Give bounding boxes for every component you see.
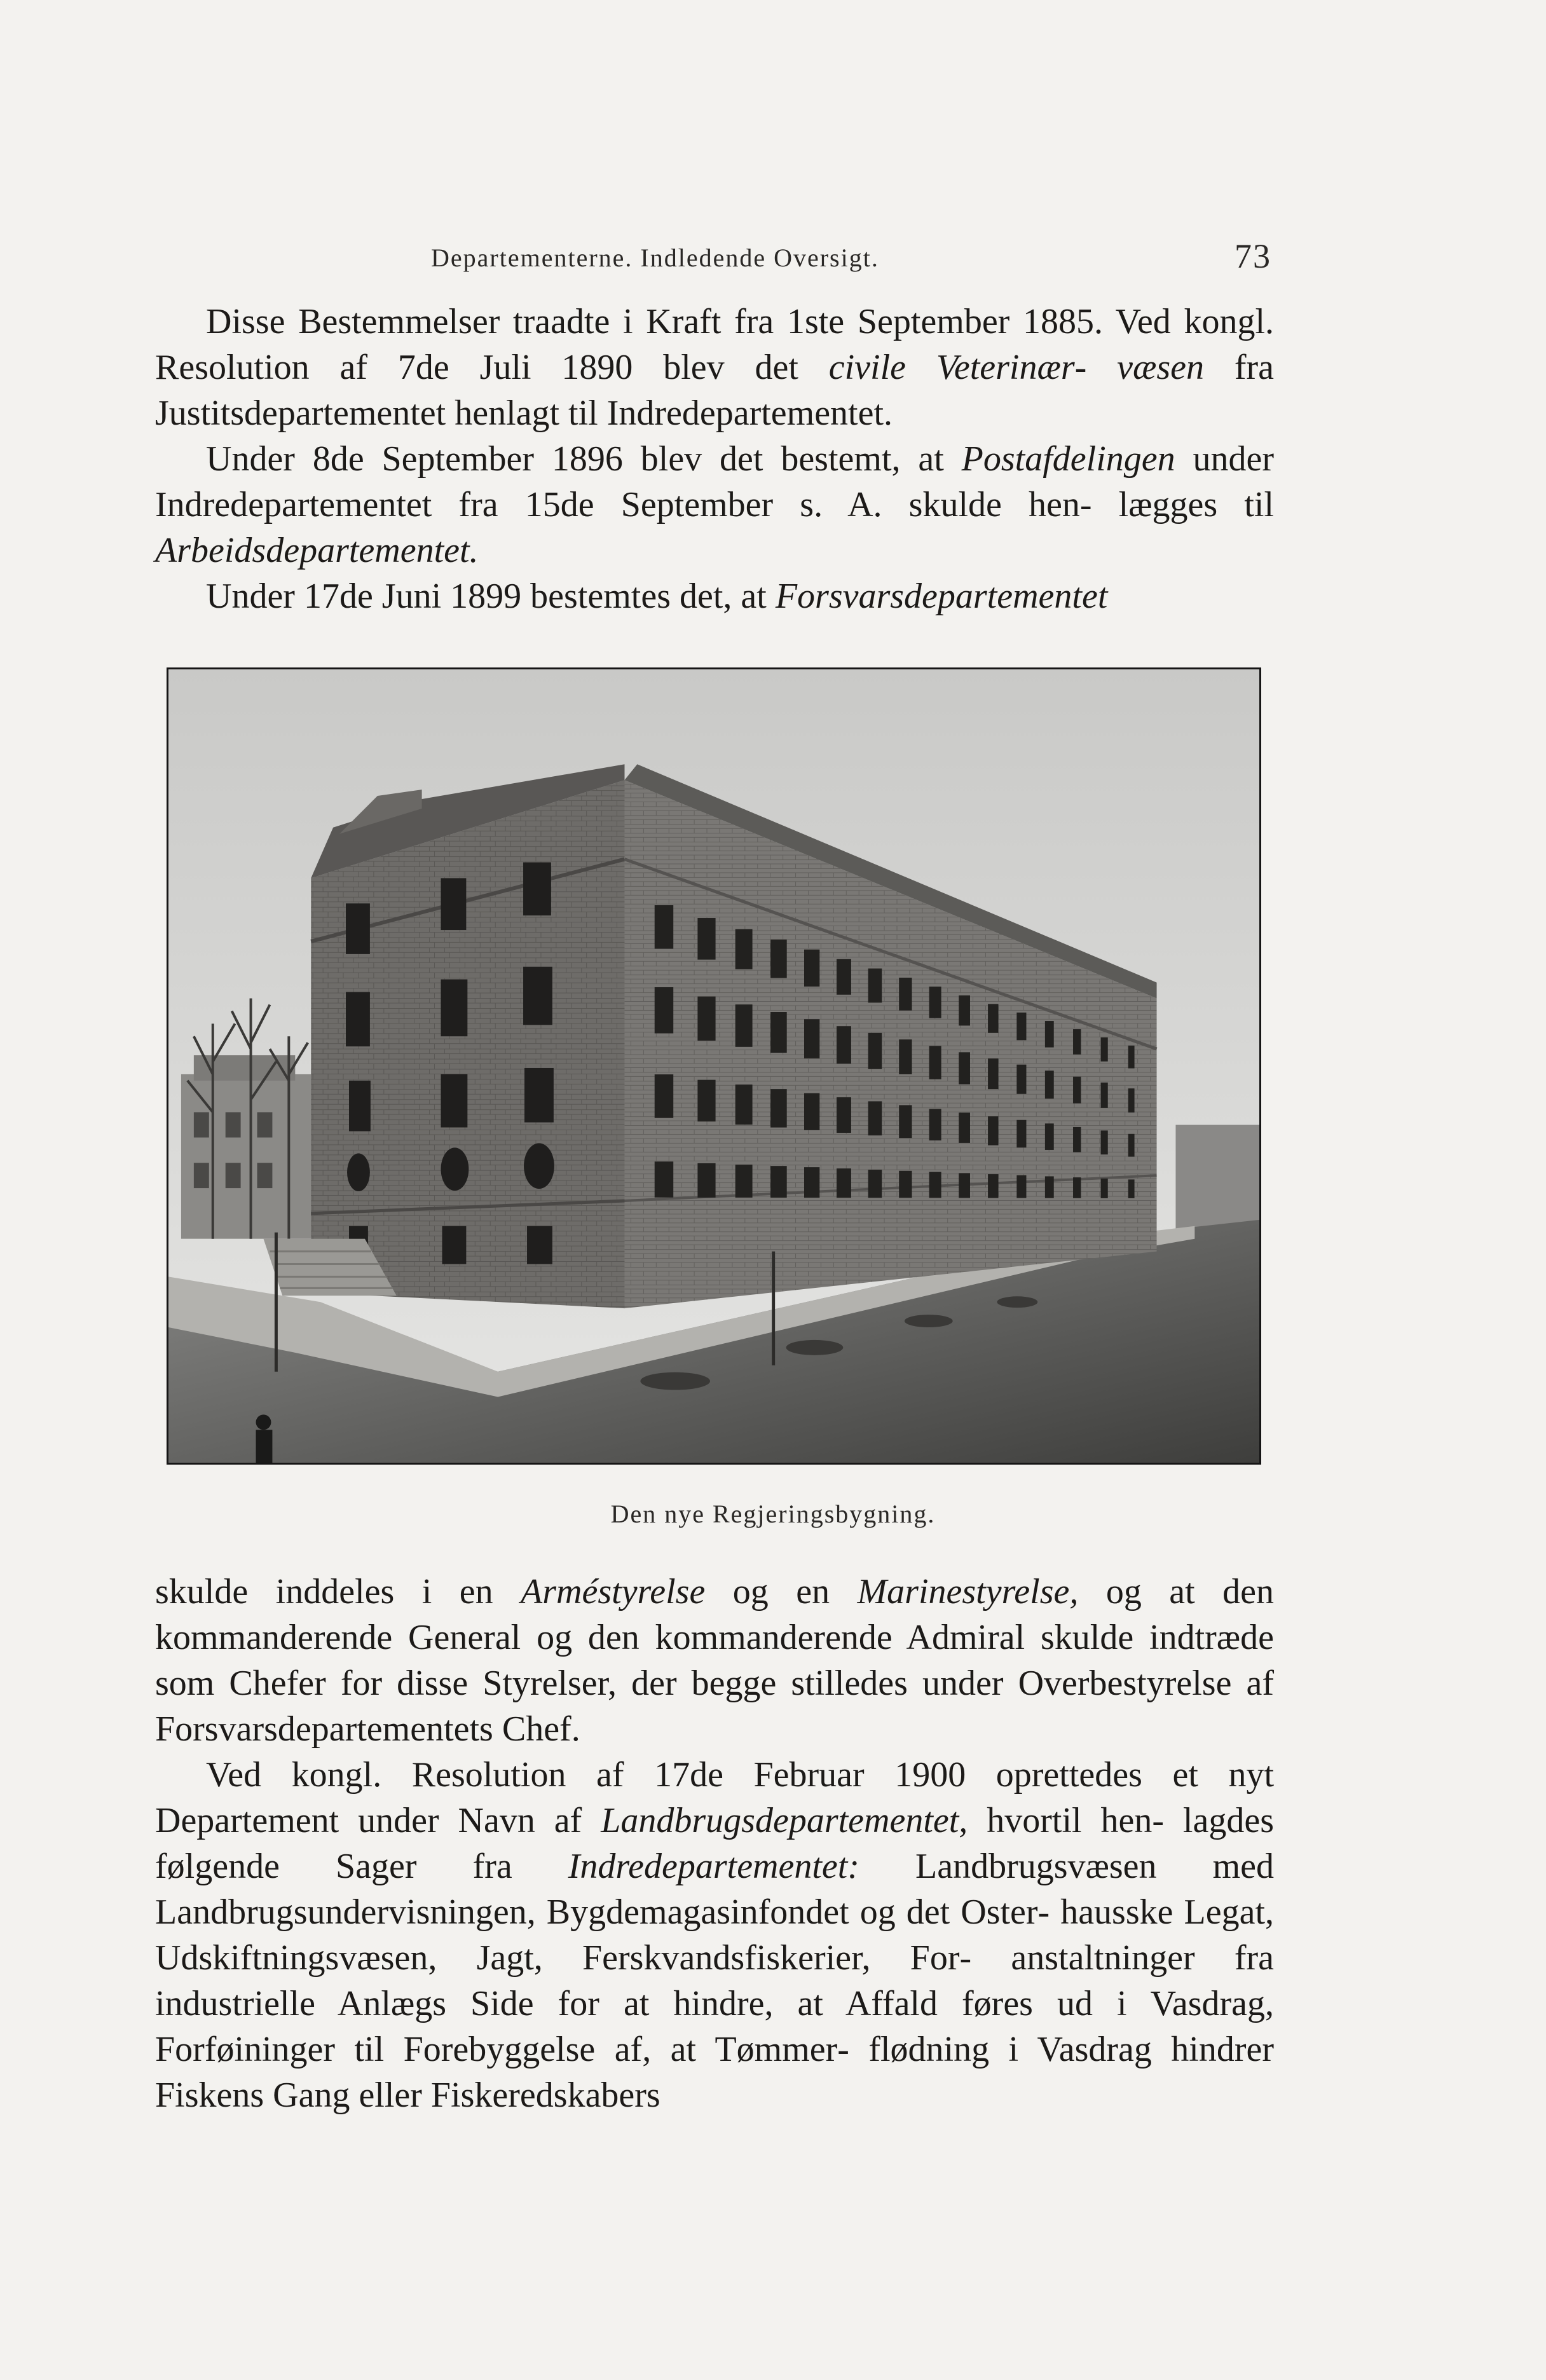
body-text-bottom xyxy=(155,1569,1274,2118)
italic-run: Landbrugsdepartementet, xyxy=(601,1801,968,1840)
running-head xyxy=(420,236,1271,281)
window xyxy=(1073,1127,1081,1152)
window xyxy=(1073,1077,1081,1104)
text-run: Landbrugsvæsen med Landbrugsundervisningen, Bygdemagasinfondet og det Oster‑ hausske Legat, Udskiftningsvæsen, Jagt, Ferskvandsfiskerier, For‑ anstaltninger fra industrielle Anlægs Side for at hindre, at Affald føres ud i Vasdrag, Forføininger til Forebyggelse af, at Tømmer‑ flødning i Vasdrag hindrer Fiskens Gang eller Fiskeredskabers xyxy=(155,1847,1275,2115)
window xyxy=(697,1080,715,1122)
window xyxy=(959,1052,970,1084)
paragraph xyxy=(155,1569,1274,1752)
text-run: under Indredepartementet fra 15de September s. A. skulde hen‑ lægges til xyxy=(155,439,1274,524)
window xyxy=(697,918,715,960)
text-run: skulde inddeles i en xyxy=(155,1572,521,1611)
window xyxy=(655,1074,673,1118)
window xyxy=(697,1163,715,1198)
window xyxy=(1016,1013,1026,1040)
window xyxy=(988,1174,998,1198)
window xyxy=(837,1168,851,1198)
window xyxy=(899,1039,912,1074)
italic-run: Indredepartementet: xyxy=(568,1847,859,1886)
window xyxy=(837,959,851,995)
window xyxy=(804,1093,819,1130)
text-run: fra Justitsdepartementet henlagt til Indredepartementet. xyxy=(155,348,1275,433)
window xyxy=(1128,1046,1135,1069)
window xyxy=(735,1004,753,1047)
window xyxy=(868,1101,882,1135)
text-run: og at den kommanderende General og den kommanderende Admiral skulde indtræde som Chefer for disse Styrelser, der begge stilledes under Overbestyrelse af Forsvarsdepartementets Chef. xyxy=(155,1572,1274,1749)
window xyxy=(1016,1175,1026,1198)
window xyxy=(1045,1021,1054,1048)
window xyxy=(1045,1176,1054,1198)
window xyxy=(1128,1088,1135,1112)
italic-run: Forsvarsdepartementet xyxy=(775,577,1108,616)
window xyxy=(899,1105,912,1139)
body-text-top xyxy=(155,299,1274,619)
window xyxy=(735,1165,753,1198)
page-number: 73 xyxy=(1235,237,1271,275)
window xyxy=(1128,1179,1135,1198)
window xyxy=(1101,1130,1108,1154)
window xyxy=(1073,1029,1081,1055)
window xyxy=(899,1171,912,1198)
running-title: Departementerne. Indledende Oversigt. xyxy=(431,243,879,272)
window xyxy=(929,1109,941,1140)
window xyxy=(1016,1120,1026,1147)
window xyxy=(655,905,673,949)
window xyxy=(959,995,970,1026)
window xyxy=(929,1046,941,1079)
window xyxy=(655,1161,673,1197)
italic-run: Postafdelingen xyxy=(961,439,1175,479)
text-run: Ved kongl. Resolution af 17de Februar 1900 oprettedes et nyt Departement under Navn af xyxy=(155,1755,1274,1840)
window xyxy=(655,987,673,1034)
window xyxy=(770,1166,787,1198)
italic-run: Marinestyrelse, xyxy=(857,1572,1079,1611)
paragraph xyxy=(155,436,1274,573)
window xyxy=(988,1058,998,1089)
window xyxy=(770,1012,787,1053)
window xyxy=(1016,1065,1026,1094)
window xyxy=(988,1004,998,1032)
window xyxy=(804,1167,819,1198)
window xyxy=(804,950,819,987)
text-run: og en xyxy=(705,1572,858,1611)
window xyxy=(697,997,715,1041)
building-illustration xyxy=(168,669,1259,1463)
window xyxy=(988,1116,998,1145)
window xyxy=(899,978,912,1011)
window xyxy=(1101,1083,1108,1108)
italic-run: civile Veterinær‑ væsen xyxy=(828,348,1204,387)
window xyxy=(804,1019,819,1058)
window xyxy=(1045,1070,1054,1098)
paragraph xyxy=(155,573,1274,619)
window xyxy=(959,1112,970,1143)
window xyxy=(868,969,882,1003)
text-run: Disse Bestemmelser traadte i Kraft fra 1ste September 1885. Ved kongl. Resolution af 7de Juli 1890 blev det xyxy=(155,302,1274,387)
paragraph xyxy=(155,299,1274,436)
italic-run: Arméstyrelse xyxy=(521,1572,706,1611)
text-run: hvortil hen‑ lagdes følgende Sager fra xyxy=(155,1801,1274,1886)
window xyxy=(735,929,753,969)
paragraph xyxy=(155,1752,1274,2118)
window xyxy=(735,1084,753,1125)
window xyxy=(929,1172,941,1198)
window xyxy=(868,1170,882,1198)
text-run: Under 8de September 1896 blev det bestemt, at xyxy=(206,439,962,479)
window xyxy=(770,1089,787,1128)
building-photograph xyxy=(167,667,1261,1465)
window xyxy=(929,987,941,1018)
window xyxy=(837,1026,851,1063)
text-run: Under 17de Juni 1899 bestemtes det, at xyxy=(206,577,776,616)
window xyxy=(1128,1134,1135,1157)
window xyxy=(1101,1037,1108,1062)
window xyxy=(959,1173,970,1198)
figure-caption: Den nye Regjeringsbygning. xyxy=(610,1500,936,1528)
window xyxy=(770,940,787,978)
window xyxy=(837,1097,851,1133)
italic-run: Arbeidsdepartementet. xyxy=(155,531,479,570)
window xyxy=(1045,1123,1054,1150)
window xyxy=(868,1033,882,1069)
window xyxy=(1073,1177,1081,1198)
window xyxy=(1101,1179,1108,1198)
